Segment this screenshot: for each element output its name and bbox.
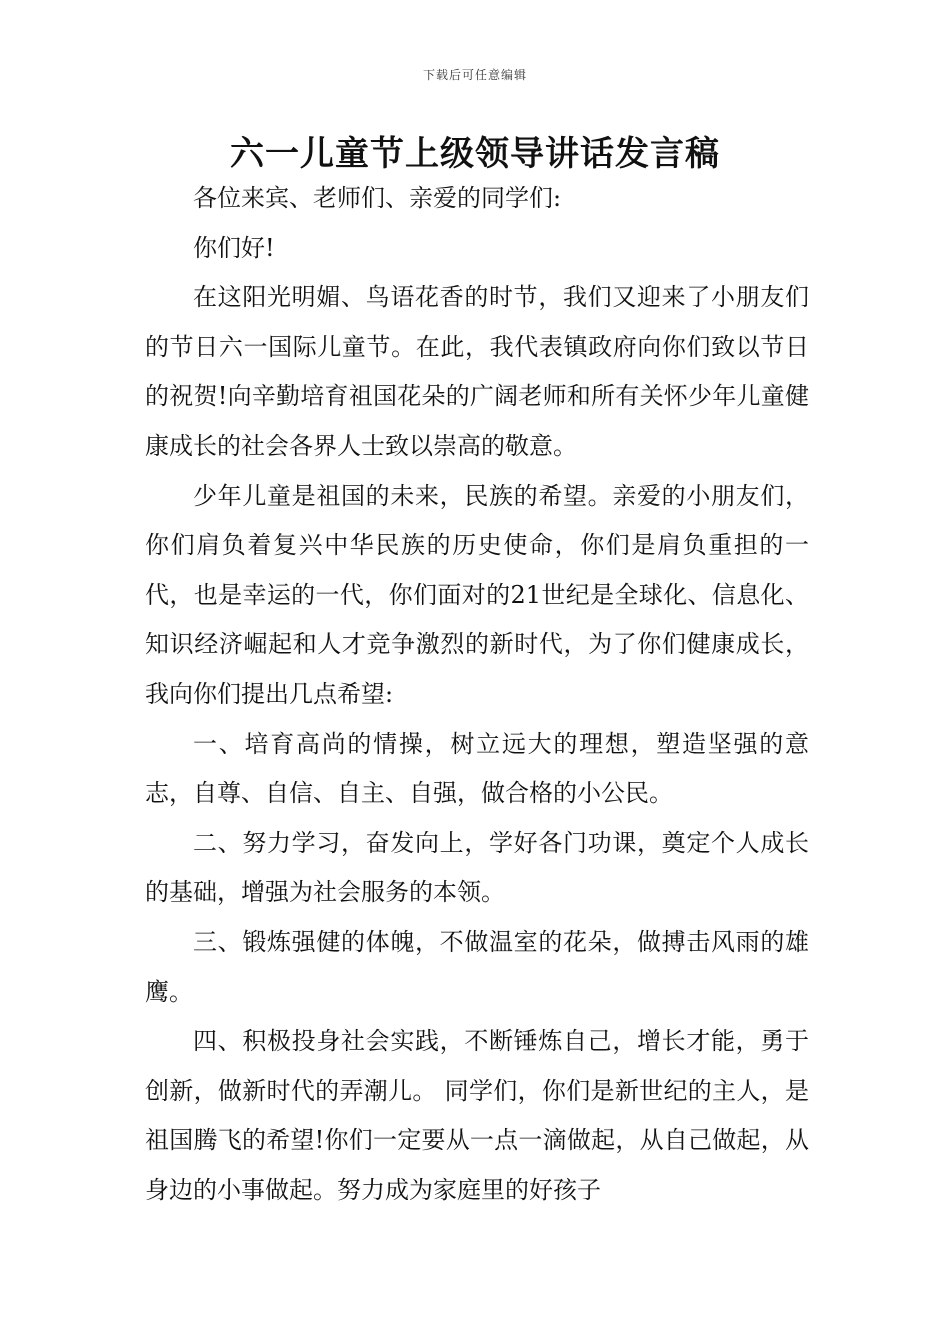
salutation-paragraph: 各位来宾、老师们、亲爱的同学们: xyxy=(193,184,562,212)
hope-item-3: 三、锻炼强健的体魄，不做温室的花朵，做搏击风雨的雄鹰。 xyxy=(145,927,809,1006)
opening-paragraph: 在这阳光明媚、鸟语花香的时节，我们又迎来了小朋友们的节日六一国际儿童节。在此，我代表镇政府向你们致以节日的祝贺!向辛勤培育祖国花朵的广阔老师和所有关怀少年儿童健康成长的社会各界人士致以崇高的敬意。 xyxy=(145,283,809,460)
hope-item-1: 一、培育高尚的情操，树立远大的理想，塑造坚强的意志，自尊、自信、自主、自强，做合格的小公民。 xyxy=(145,729,809,808)
greeting-paragraph: 你们好! xyxy=(193,233,275,262)
page-title: 六一儿童节上级领导讲话发言稿 xyxy=(230,134,720,174)
hope-item-2: 二、努力学习，奋发向上，学好各门功课，奠定个人成长的基础，增强为社会服务的本领。 xyxy=(145,828,809,907)
hope-intro-paragraph: 少年儿童是祖国的未来，民族的希望。亲爱的小朋友们，你们肩负着复兴中华民族的历史使命，你们是肩负重担的一代，也是幸运的一代，你们面对的21世纪是全球化、信息化、知识经济崛起和人才竞争激烈的新时代，为了你们健康成长，我向你们提出几点希望: xyxy=(145,481,809,708)
hope-item-4: 四、积极投身社会实践，不断锤炼自己，增长才能，勇于创新，做新时代的弄潮儿。 同学们，你们是新世纪的主人，是祖国腾飞的希望!你们一定要从一点一滴做起，从自己做起，从身边的小事做起。努力成为家庭里的好孩子 xyxy=(145,1027,809,1204)
document-body xyxy=(145,174,809,1215)
download-note: 下载后可任意编辑 xyxy=(422,68,527,82)
